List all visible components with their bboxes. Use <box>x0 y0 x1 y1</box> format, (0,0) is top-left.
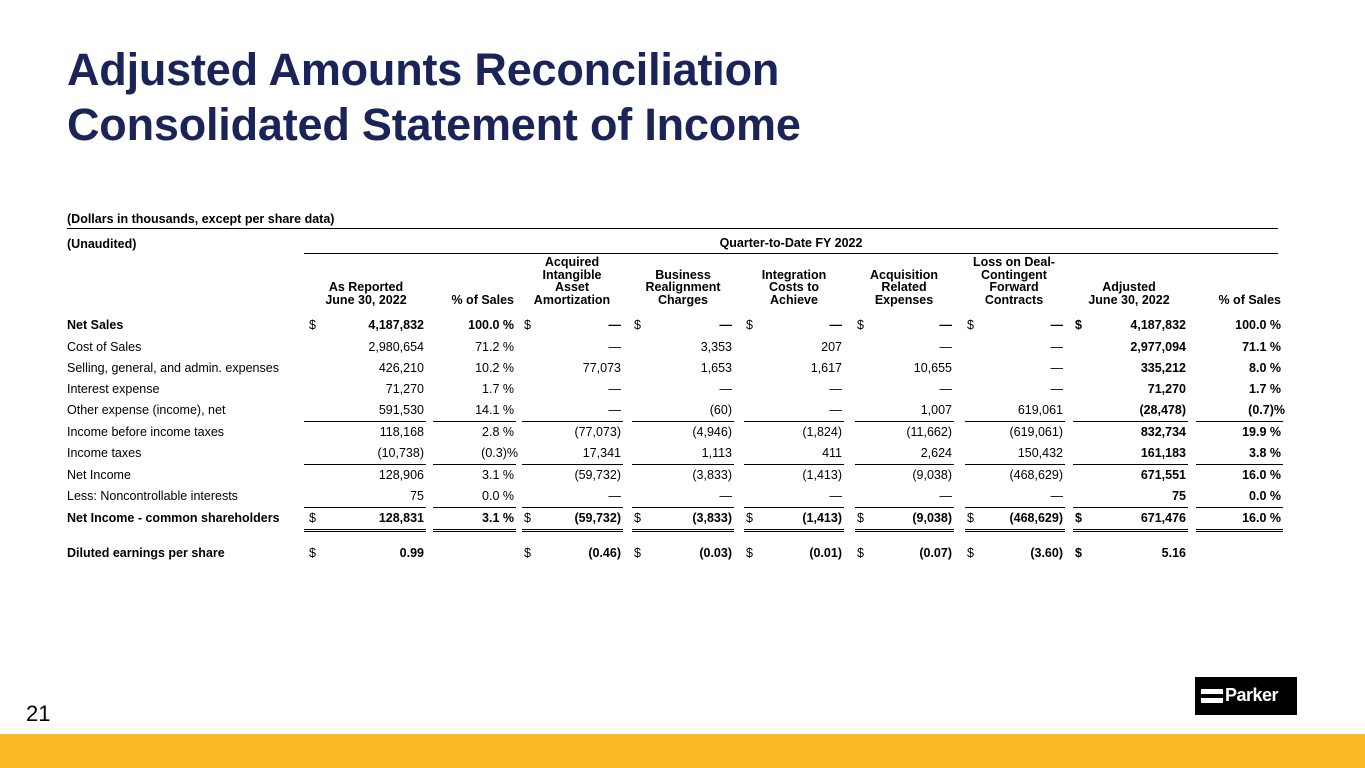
currency-symbol: $ <box>309 546 316 560</box>
cell-underline <box>965 464 1065 465</box>
table-cell: 2,980,654 <box>368 340 424 354</box>
parker-logo <box>1195 677 1297 715</box>
column-header-7-line-4: Contracts <box>984 293 1044 307</box>
table-cell: 2,624 <box>920 446 952 460</box>
column-header-7-line-3: Forward <box>989 280 1039 294</box>
currency-symbol: $ <box>967 318 974 332</box>
currency-symbol: $ <box>524 318 531 332</box>
column-header-8-line-4: June 30, 2022 <box>1088 293 1170 307</box>
table-cell: 3,353 <box>700 340 732 354</box>
table-cell: 0.99 <box>399 546 424 560</box>
table-cell: — <box>1050 361 1063 375</box>
table-cell: — <box>1050 340 1063 354</box>
table-cell: 2.8 % <box>482 425 514 439</box>
table-cell: 1.7 % <box>1249 382 1281 396</box>
currency-symbol: $ <box>1075 546 1082 560</box>
currency-symbol: $ <box>309 511 316 525</box>
column-header-8-line-3: Adjusted <box>1102 280 1156 294</box>
cell-underline <box>965 421 1065 422</box>
table-cell: (11,662) <box>906 425 952 439</box>
table-cell: 335,212 <box>1140 361 1186 375</box>
table-cell: (0.01) <box>809 546 842 560</box>
currency-symbol: $ <box>746 511 753 525</box>
table-cell: 0.0 % <box>1249 489 1281 503</box>
currency-symbol: $ <box>967 511 974 525</box>
period-header-rule <box>304 253 1278 254</box>
table-cell: (59,732) <box>574 511 621 525</box>
row-label: Net Sales <box>67 318 124 332</box>
table-cell: 10,655 <box>913 361 952 375</box>
currency-symbol: $ <box>746 318 753 332</box>
table-cell: 10.2 % <box>475 361 514 375</box>
column-header-3-line-3: Asset <box>554 280 590 294</box>
table-cell: 17,341 <box>582 446 621 460</box>
table-cell: — <box>608 382 621 396</box>
table-cell: 1,653 <box>700 361 732 375</box>
table-cell: — <box>1050 318 1063 332</box>
table-cell: — <box>939 489 952 503</box>
cell-double-underline <box>433 531 516 532</box>
table-cell: (0.07) <box>919 546 952 560</box>
cell-underline <box>965 529 1065 530</box>
table-cell: (468,629) <box>1009 511 1063 525</box>
row-label: Interest expense <box>67 382 160 396</box>
table-cell: 0.0 % <box>482 489 514 503</box>
currency-symbol: $ <box>967 546 974 560</box>
table-cell: (0.03) <box>699 546 732 560</box>
cell-underline <box>632 529 734 530</box>
table-cell: — <box>1050 489 1063 503</box>
title-line-2: Consolidated Statement of Income <box>67 99 801 150</box>
table-cell: (1,413) <box>802 511 842 525</box>
cell-underline <box>522 507 623 508</box>
table-cell: 619,061 <box>1017 403 1063 417</box>
cell-underline <box>433 421 516 422</box>
table-cell: — <box>939 340 952 354</box>
cell-underline <box>433 507 516 508</box>
table-cell: 161,183 <box>1140 446 1186 460</box>
row-label: Income taxes <box>67 446 142 460</box>
column-header-7-line-2: Contingent <box>981 268 1047 282</box>
table-cell: (10,738) <box>377 446 424 460</box>
table-cell: (1,413) <box>802 468 842 482</box>
table-cell: 4,187,832 <box>368 318 424 332</box>
table-cell: 3.8 % <box>1249 446 1281 460</box>
table-cell: 128,831 <box>378 511 424 525</box>
cell-underline <box>522 529 623 530</box>
table-cell: — <box>939 382 952 396</box>
table-cell: 14.1 % <box>475 403 514 417</box>
column-header-3-line-2: Intangible <box>542 268 602 282</box>
currency-symbol: $ <box>857 318 864 332</box>
table-cell: 671,551 <box>1140 468 1186 482</box>
table-cell: (0.3)% <box>481 446 518 460</box>
table-cell: 411 <box>822 446 842 460</box>
cell-underline <box>632 507 734 508</box>
table-cell: — <box>1050 382 1063 396</box>
cell-underline <box>744 507 844 508</box>
cell-double-underline <box>1196 531 1283 532</box>
cell-underline <box>304 507 426 508</box>
column-header-6-line-3: Related <box>881 280 927 294</box>
column-header-2-line-4: % of Sales <box>451 293 514 307</box>
cell-underline <box>1073 464 1188 465</box>
cell-underline <box>1196 529 1283 530</box>
currency-symbol: $ <box>309 318 316 332</box>
currency-symbol: $ <box>746 546 753 560</box>
unaudited-note: (Unaudited) <box>67 237 137 251</box>
currency-symbol: $ <box>634 511 641 525</box>
cell-underline <box>632 464 734 465</box>
table-cell: — <box>829 403 842 417</box>
table-cell: 5.16 <box>1161 546 1186 560</box>
page-number: 21 <box>26 701 51 726</box>
table-cell: 1,113 <box>701 446 732 460</box>
table-cell: 71,270 <box>385 382 424 396</box>
cell-double-underline <box>1073 531 1188 532</box>
column-header-6-line-4: Expenses <box>874 293 934 307</box>
cell-underline <box>965 507 1065 508</box>
table-cell: (3,833) <box>692 511 732 525</box>
column-header-4-line-2: Business <box>655 268 711 282</box>
row-label: Other expense (income), net <box>67 403 226 417</box>
table-cell: — <box>719 318 732 332</box>
currency-symbol: $ <box>1075 511 1082 525</box>
cell-underline <box>304 464 426 465</box>
table-cell: (77,073) <box>574 425 621 439</box>
table-cell: — <box>608 489 621 503</box>
table-cell: (59,732) <box>574 468 621 482</box>
table-cell: 3.1 % <box>482 468 514 482</box>
table-cell: 100.0 % <box>1235 318 1281 332</box>
cell-underline <box>304 421 426 422</box>
table-cell: 16.0 % <box>1242 468 1281 482</box>
table-cell: — <box>608 318 621 332</box>
table-cell: (4,946) <box>692 425 732 439</box>
currency-symbol: $ <box>524 511 531 525</box>
table-cell: 426,210 <box>378 361 424 375</box>
column-header-4-line-3: Realignment <box>645 280 721 294</box>
cell-underline <box>1073 529 1188 530</box>
table-cell: 16.0 % <box>1242 511 1281 525</box>
cell-underline <box>744 529 844 530</box>
cell-double-underline <box>965 531 1065 532</box>
row-label: Less: Noncontrollable interests <box>67 489 238 503</box>
column-header-4-line-4: Charges <box>657 293 709 307</box>
table-cell: — <box>719 489 732 503</box>
period-header: Quarter-to-Date FY 2022 <box>719 236 863 250</box>
table-cell: — <box>719 382 732 396</box>
cell-underline <box>433 464 516 465</box>
row-label: Selling, general, and admin. expenses <box>67 361 279 375</box>
table-cell: 19.9 % <box>1242 425 1281 439</box>
table-cell: 4,187,832 <box>1130 318 1186 332</box>
row-label: Net Income <box>67 468 131 482</box>
currency-symbol: $ <box>857 511 864 525</box>
logo-text: Parker <box>1225 685 1279 705</box>
cell-underline <box>522 464 623 465</box>
table-cell: (468,629) <box>1009 468 1063 482</box>
title-line-1: Adjusted Amounts Reconciliation <box>67 44 780 95</box>
table-cell: 3.1 % <box>482 511 514 525</box>
column-header-3-line-1: Acquired <box>544 255 600 269</box>
cell-underline <box>744 464 844 465</box>
column-header-9-line-4: % of Sales <box>1218 293 1281 307</box>
table-cell: 2,977,094 <box>1130 340 1186 354</box>
cell-underline <box>855 464 954 465</box>
table-cell: 100.0 % <box>468 318 514 332</box>
cell-double-underline <box>744 531 844 532</box>
table-cell: 150,432 <box>1017 446 1063 460</box>
units-note: (Dollars in thousands, except per share data) <box>67 212 335 226</box>
cell-double-underline <box>304 531 426 532</box>
table-cell: (1,824) <box>802 425 842 439</box>
table-cell: (3.60) <box>1030 546 1063 560</box>
currency-symbol: $ <box>634 546 641 560</box>
cell-underline <box>855 507 954 508</box>
currency-symbol: $ <box>524 546 531 560</box>
table-cell: (0.46) <box>588 546 621 560</box>
cell-underline <box>855 421 954 422</box>
cell-underline <box>304 529 426 530</box>
cell-underline <box>522 421 623 422</box>
column-header-5-line-2: Integration <box>761 268 827 282</box>
footer-bar <box>0 734 1365 768</box>
table-cell: 1,007 <box>920 403 952 417</box>
table-cell: 77,073 <box>582 361 621 375</box>
table-cell: 71.1 % <box>1242 340 1281 354</box>
cell-underline <box>433 529 516 530</box>
table-cell: 75 <box>1172 489 1186 503</box>
table-cell: 71,270 <box>1147 382 1186 396</box>
table-cell: (60) <box>709 403 732 417</box>
table-cell: (28,478) <box>1139 403 1186 417</box>
table-cell: 75 <box>410 489 424 503</box>
column-header-5-line-3: Costs to <box>769 280 819 294</box>
page-title <box>67 42 801 152</box>
cell-underline <box>1196 464 1283 465</box>
table-cell: 1,617 <box>810 361 842 375</box>
cell-double-underline <box>522 531 623 532</box>
column-header-5-line-4: Achieve <box>770 293 818 307</box>
column-header-3-line-4: Amortization <box>533 293 611 307</box>
table-cell: (619,061) <box>1009 425 1063 439</box>
table-cell: — <box>829 489 842 503</box>
table-cell: 671,476 <box>1140 511 1186 525</box>
column-header-1-line-3: As Reported <box>328 280 404 294</box>
row-label: Cost of Sales <box>67 340 142 354</box>
table-cell: — <box>829 318 842 332</box>
column-header-7-line-1: Loss on Deal- <box>973 255 1055 269</box>
table-cell: 8.0 % <box>1249 361 1281 375</box>
table-cell: 591,530 <box>378 403 424 417</box>
table-cell: 1.7 % <box>482 382 514 396</box>
cell-underline <box>1073 421 1188 422</box>
table-cell: 118,168 <box>379 425 424 439</box>
cell-underline <box>1196 507 1283 508</box>
cell-double-underline <box>632 531 734 532</box>
cell-underline <box>744 421 844 422</box>
cell-underline <box>632 421 734 422</box>
cell-underline <box>1196 421 1283 422</box>
cell-underline <box>855 529 954 530</box>
table-cell: 207 <box>821 340 842 354</box>
row-label: Diluted earnings per share <box>67 546 225 560</box>
table-cell: (3,833) <box>692 468 732 482</box>
table-cell: (0.7)% <box>1248 403 1285 417</box>
cell-underline <box>1073 507 1188 508</box>
table-cell: 71.2 % <box>475 340 514 354</box>
currency-symbol: $ <box>634 318 641 332</box>
table-cell: — <box>829 382 842 396</box>
currency-symbol: $ <box>857 546 864 560</box>
row-label: Income before income taxes <box>67 425 225 439</box>
column-header-1-line-4: June 30, 2022 <box>325 293 407 307</box>
table-cell: — <box>939 318 952 332</box>
currency-symbol: $ <box>1075 318 1082 332</box>
column-header-6-line-2: Acquisition <box>869 268 939 282</box>
table-top-rule <box>67 228 1278 229</box>
table-cell: — <box>608 403 621 417</box>
row-label: Net Income - common shareholders <box>67 511 280 525</box>
table-cell: — <box>608 340 621 354</box>
table-cell: (9,038) <box>912 511 952 525</box>
table-cell: 128,906 <box>378 468 424 482</box>
table-cell: (9,038) <box>912 468 952 482</box>
table-cell: 832,734 <box>1140 425 1186 439</box>
cell-double-underline <box>855 531 954 532</box>
